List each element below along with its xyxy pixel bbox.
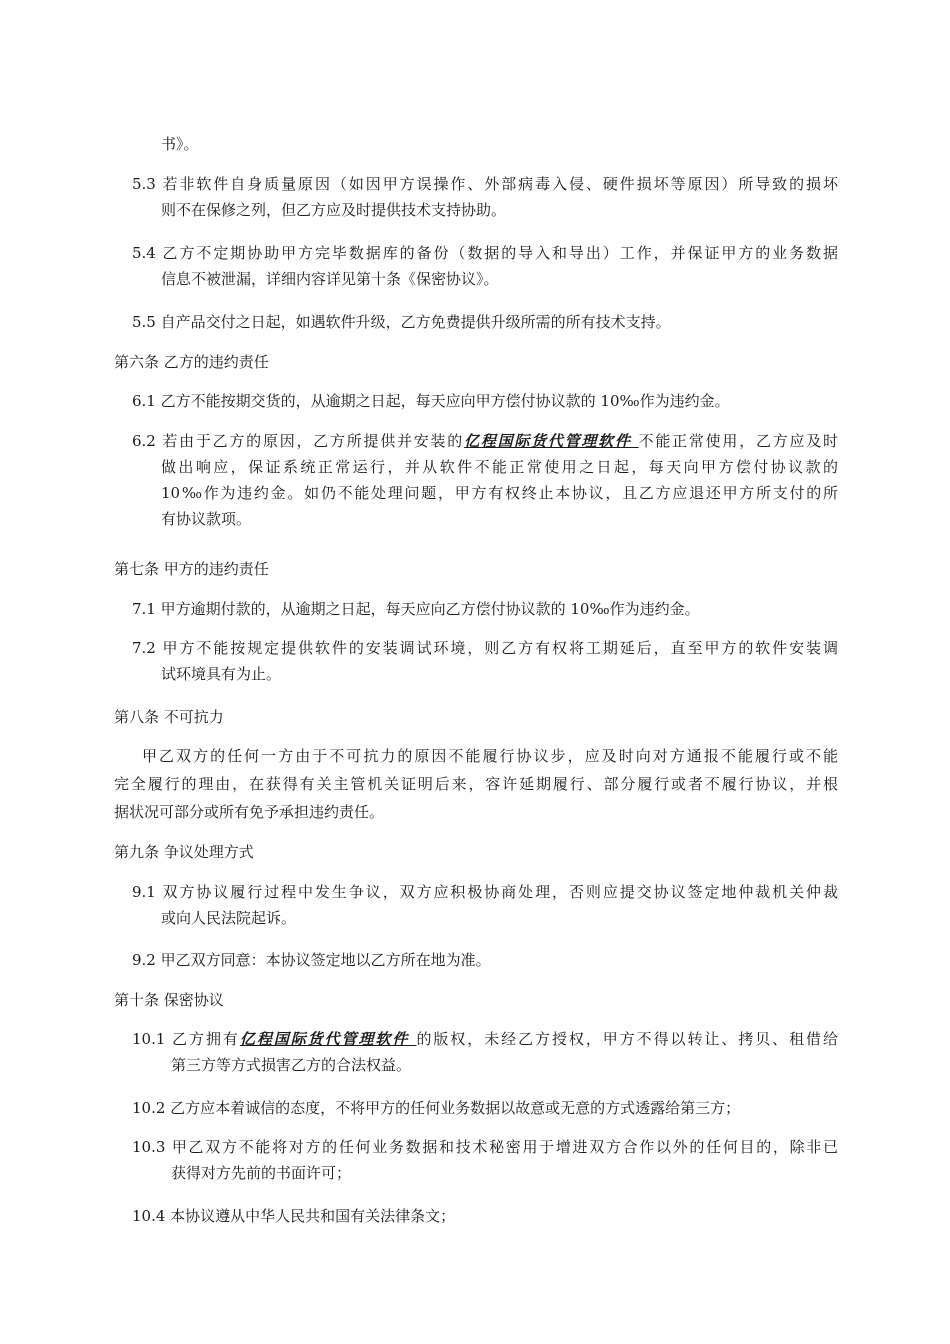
text-line: 7.1 甲方逾期付款的，从逾期之日起，每天应向乙方偿付协议款的 10‰作为违约金。 [132, 600, 700, 618]
text-line: 9.1 双方协议履行过程中发生争议，双方应积极协商处理，否则应提交协议签定地仲裁机关仲裁 [132, 883, 838, 901]
text-line: 5.5 自产品交付之日起，如遇软件升级，乙方免费提供升级所需的所有技术支持。 [132, 313, 671, 331]
text-line: 10‰作为违约金。如仍不能处理问题，甲方有权终止本协议，且乙方应退还甲方所支付的所 [161, 484, 838, 502]
clause-10-3 [114, 1134, 838, 1186]
text-segment: 6.2 若由于乙方的原因，乙方所提供并安装的 [132, 432, 465, 450]
section-heading-6 [114, 349, 838, 375]
clause-7-1 [114, 596, 838, 622]
text-line: 10.2 乙方应本着诚信的态度，不将甲方的任何业务数据以故意或无意的方式透露给第三方； [132, 1099, 741, 1117]
clause-9-2 [114, 947, 838, 973]
text-line: 据状况可部分或所有免予承担违约责任。 [114, 803, 385, 821]
clause-10-2 [114, 1095, 838, 1121]
text-line: 信息不被泄漏，详细内容详见第十条《保密协议》。 [161, 270, 499, 288]
section-title: 第七条 甲方的违约责任 [114, 560, 269, 578]
clause-6-2 [114, 428, 838, 532]
text-segment: 10.1 乙方拥有 [132, 1030, 240, 1048]
text-line: 有协议款项。 [161, 510, 252, 528]
text-segment: 的版权，未经乙方授权，甲方不得以转让、拷贝、租借给 [416, 1030, 838, 1048]
text-line: 5.4 乙方不定期协助甲方完毕数据库的备份（数据的导入和导出）工作，并保证甲方的业务数据 [132, 244, 838, 262]
section-title: 第十条 保密协议 [114, 991, 224, 1009]
text-line: 6.1 乙方不能按期交货的，从逾期之日起，每天应向甲方偿付协议款的 10‰作为违约金。 [132, 392, 730, 410]
text-line: 则不在保修之列，但乙方应及时提供技术支持协助。 [161, 201, 507, 219]
text-segment: 不能正常使用，乙方应及时 [638, 432, 838, 450]
text-line: 7.2 甲方不能按规定提供软件的安装调试环境，则乙方有权将工期延后，直至甲方的软件安装调 [132, 639, 838, 657]
text-line: 5.3 若非软件自身质量原因（如因甲方误操作、外部病毒入侵、硬件损坏等原因）所导致的损坏 [132, 175, 838, 193]
text-line: 甲乙双方的任何一方由于不可抗力的原因不能履行协议步，应及时向对方通报不能履行或不能 [142, 747, 838, 765]
text-line: 书》。 [161, 135, 199, 153]
product-name: 亿程国际货代管理软件 [464, 432, 639, 450]
text-line: 10.4 本协议遵从中华人民共和国有关法律条文； [132, 1207, 456, 1225]
clause-10-4 [114, 1203, 838, 1229]
text-line: 做出响应，保证系统正常运行，并从软件不能正常使用之日起，每天向甲方偿付协议款的 [161, 458, 838, 476]
text-line [114, 428, 838, 454]
section-heading-10 [114, 987, 838, 1013]
fragment-line [114, 131, 838, 157]
section-title: 第九条 争议处理方式 [114, 843, 254, 861]
section-title: 第八条 不可抗力 [114, 708, 224, 726]
force-majeure-paragraph [114, 743, 838, 825]
section-heading-8 [114, 704, 838, 730]
text-line: 10.3 甲乙双方不能将对方的任何业务数据和技术秘密用于增进双方合作以外的任何目的，除非已 [132, 1138, 838, 1156]
clause-6-1 [114, 388, 838, 414]
section-heading-7 [114, 556, 838, 582]
clause-10-1 [114, 1026, 838, 1078]
text-line: 试环境具有为止。 [161, 665, 282, 683]
clause-7-2 [114, 635, 838, 687]
text-line [114, 1026, 838, 1052]
text-line: 9.2 甲乙双方同意：本协议签定地以乙方所在地为准。 [132, 951, 491, 969]
text-line: 第三方等方式损害乙方的合法权益。 [171, 1056, 412, 1074]
clause-5-3 [114, 171, 838, 223]
section-title: 第六条 乙方的违约责任 [114, 353, 269, 371]
clause-5-4 [114, 240, 838, 292]
clause-9-1 [114, 879, 838, 931]
clause-5-5 [114, 309, 838, 335]
text-line: 获得对方先前的书面许可； [171, 1164, 352, 1182]
text-line: 完全履行的理由，在获得有关主管机关证明后来，容许延期履行、部分履行或者不履行协议，并根 [114, 775, 838, 793]
product-name: 亿程国际货代管理软件 [239, 1030, 417, 1048]
text-line: 或向人民法院起诉。 [161, 909, 297, 927]
section-heading-9 [114, 839, 838, 865]
